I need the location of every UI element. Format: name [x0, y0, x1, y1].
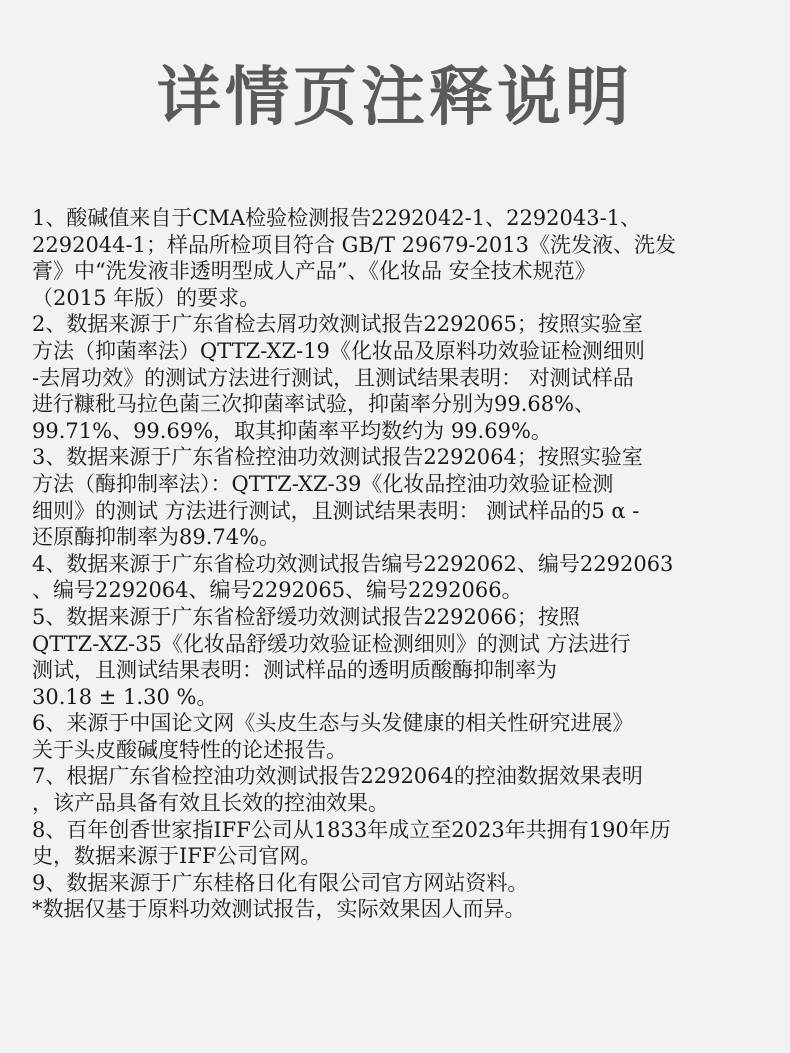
note-line: -去屑功效》的测试方法进行测试，且测试结果表明： 对测试样品 [32, 365, 634, 390]
note-line: 测试，且测试结果表明：测试样品的透明质酸酶抑制率为 [32, 658, 557, 683]
notes-list [32, 205, 762, 923]
note-line: *数据仅基于原料功效测试报告，实际效果因人而异。 [32, 897, 526, 922]
note-line: 1、酸碱值来自于CMA检验检测报告2292042-1、2292043-1、 [32, 206, 642, 230]
note-line: 2、数据来源于广东省检去屑功效测试报告2292065；按照实验室 [32, 312, 643, 337]
note-line: 5、数据来源于广东省检舒缓功效测试报告2292066；按照 [32, 604, 580, 629]
note-line: （2015 年版）的要求。 [32, 285, 261, 310]
note-line: 8、百年创香世家指IFF公司从1833年成立至2023年共拥有190年历 [32, 817, 671, 842]
note-line: 6、来源于中国论文网《头皮生态与头发健康的相关性研究进展》 [32, 711, 634, 736]
note-line: 方法（酶抑制率法）：QTTZ-XZ-39《化妆品控油功效验证检测 [32, 471, 614, 496]
note-line: 3、数据来源于广东省检控油功效测试报告2292064；按照实验室 [32, 445, 643, 470]
page-title: 详情页注释说明 [157, 60, 633, 135]
note-line: 还原酶抑制率为89.74%。 [32, 525, 281, 550]
note-line: 进行糠秕马拉色菌三次抑菌率试验，抑菌率分别为99.68%、 [32, 392, 596, 417]
note-line: 方法（抑菌率法）QTTZ-XZ-19《化妆品及原料功效验证检测细则 [32, 338, 645, 363]
note-line: 9、数据来源于广东桂格日化有限公司官方网站资料。 [32, 870, 529, 895]
note-line: ，该产品具备有效且长效的控油效果。 [32, 791, 389, 816]
note-line: 30.18 ± 1.30 %。 [32, 684, 218, 709]
note-line: 关于头皮酸碱度特性的论述报告。 [32, 737, 347, 762]
note-line: 99.71%、99.69%，取其抑菌率平均数约为 99.69%。 [32, 418, 552, 443]
note-line: 膏》中“洗发液非透明型成人产品”、《化妆品 安全技术规范》 [32, 259, 596, 284]
note-line: 细则》的测试 方法进行测试，且测试结果表明： 测试样品的5 α - [32, 498, 640, 523]
note-line: 史，数据来源于IFF公司官网。 [32, 844, 322, 869]
note-line: 2292044-1；样品所检项目符合 GB/T 29679-2013《洗发液、洗发 [32, 232, 676, 257]
note-line: 4、数据来源于广东省检功效测试报告编号2292062、编号2292063 [32, 551, 674, 576]
note-line: 、编号2292064、编号2292065、编号2292066。 [32, 578, 523, 603]
note-line: 7、根据广东省检控油功效测试报告2292064的控油数据效果表明 [32, 764, 643, 789]
note-line: QTTZ-XZ-35《化妆品舒缓功效验证检测细则》的测试 方法进行 [32, 631, 631, 656]
